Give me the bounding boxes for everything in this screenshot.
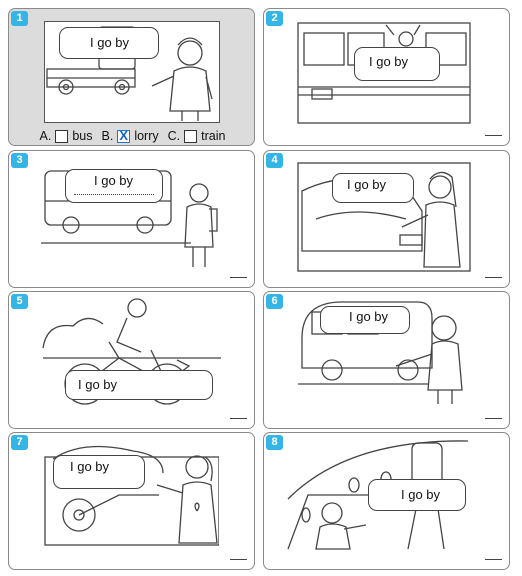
answer-blank[interactable]	[230, 418, 247, 419]
bubble-text: I go by	[94, 173, 134, 188]
speech-bubble	[53, 455, 145, 489]
panel-number-badge: 8	[266, 435, 283, 450]
panel-number-badge: 4	[266, 153, 283, 168]
exercise-panel-6	[263, 291, 510, 429]
answer-blank[interactable]	[485, 559, 502, 560]
checkbox[interactable]	[184, 130, 197, 143]
option-letter: B.	[101, 129, 114, 143]
exercise-panel-3	[8, 150, 255, 288]
bubble-text: I go by	[347, 177, 387, 192]
speech-bubble	[354, 47, 440, 81]
exercise-panel-8	[263, 432, 510, 570]
option-label: lorry	[134, 129, 159, 143]
speech-bubble	[65, 169, 163, 203]
checkbox-checked[interactable]	[117, 130, 130, 143]
exercise-panel-5	[8, 291, 255, 429]
option-b[interactable]	[102, 129, 159, 143]
speech-bubble	[59, 27, 159, 59]
bubble-text: I go by	[349, 309, 389, 324]
option-label: train	[201, 129, 226, 143]
speech-bubble	[368, 479, 466, 511]
panel-number-badge: 5	[11, 294, 28, 309]
answer-blank[interactable]	[485, 418, 502, 419]
answer-blank[interactable]	[485, 277, 502, 278]
option-label: bus	[72, 129, 93, 143]
bubble-text: I go by	[70, 459, 110, 474]
answer-blank[interactable]	[485, 135, 502, 136]
checkbox[interactable]	[55, 130, 68, 143]
speech-bubble	[65, 370, 213, 400]
panel-number-badge: 6	[266, 294, 283, 309]
writing-line[interactable]	[74, 194, 154, 195]
option-letter: C.	[167, 129, 181, 143]
panel-number-badge: 7	[11, 435, 28, 450]
exercise-panel-4	[263, 150, 510, 288]
bubble-text: I go by	[78, 377, 118, 392]
bubble-text: I go by	[90, 35, 130, 50]
bubble-text: I go by	[369, 54, 409, 69]
exercise-panel-7	[8, 432, 255, 570]
bubble-text: I go by	[401, 487, 441, 502]
panel-number-badge: 2	[266, 11, 283, 26]
exercise-panel-2	[263, 8, 510, 146]
panel-number-badge: 1	[11, 11, 28, 26]
speech-bubble	[320, 306, 410, 334]
option-letter: A.	[39, 129, 52, 143]
answer-options	[9, 127, 255, 145]
answer-blank[interactable]	[230, 277, 247, 278]
option-a[interactable]	[40, 129, 93, 143]
panel-number-badge: 3	[11, 153, 28, 168]
answer-blank[interactable]	[230, 559, 247, 560]
speech-bubble	[332, 173, 414, 203]
exercise-panel-1	[8, 8, 255, 146]
option-c[interactable]	[168, 129, 226, 143]
